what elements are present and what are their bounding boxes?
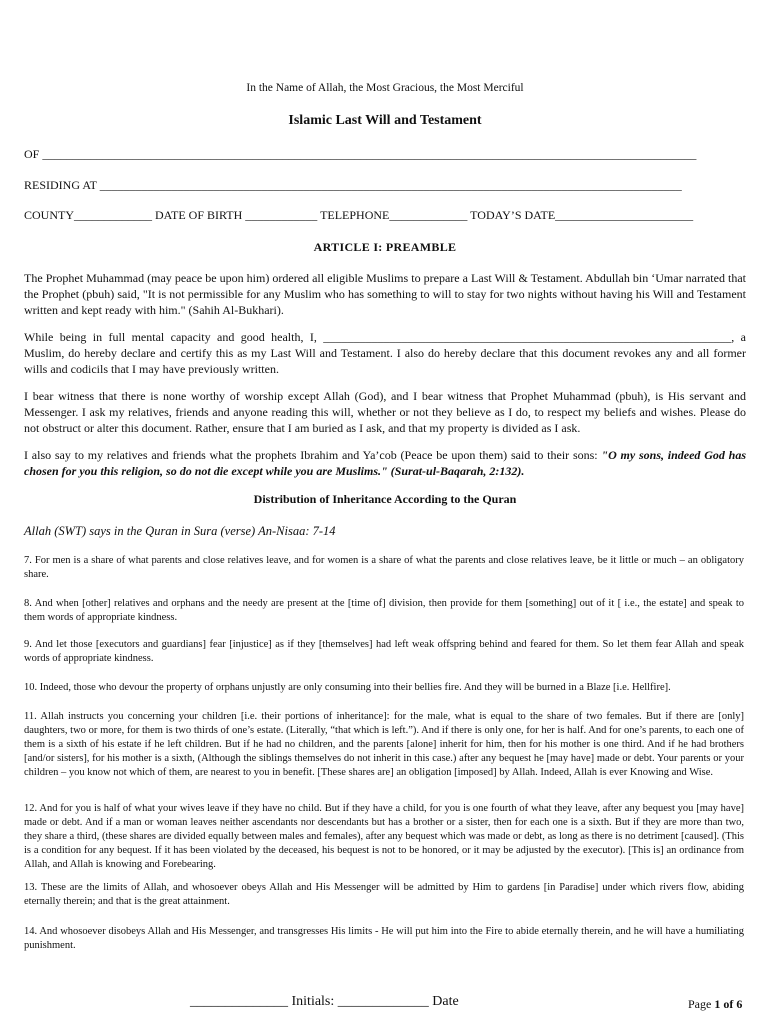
article-heading: ARTICLE I: PREAMBLE xyxy=(313,240,457,254)
page-current: 1 xyxy=(714,997,721,1011)
bismillah-line: In the Name of Allah, the Most Gracious, the Most Merciful xyxy=(246,82,524,94)
declaration-paragraph: While being in full mental capacity and good health, I, ____________________________________________________________________, a Muslim, do hereby declare and certify this as my Last Will and Testament. I also do hereby declare that this document revokes any and all former wills and codicils that I may have previously written. xyxy=(24,330,746,376)
verse-9: 9. And let those [executors and guardians] fear [injustice] as if they [themselves] had left weak offspring behind and feared for them. So let them fear Allah and speak words of appropriate kindness. xyxy=(24,639,744,664)
verse-7: 7. For men is a share of what parents and close relatives leave, and for women is a share of what the parents and close relatives leave, be it little or much – an obligatory share. xyxy=(24,555,744,580)
page-of: of xyxy=(720,997,737,1011)
witness-paragraph: I bear witness that there is none worthy of worship except Allah (God), and I bear witness that Prophet Muhammad (pbuh), is His servant and Messenger. I ask my relatives, friends and anyone reading this will, whether or not they believe as I do, to respect my beliefs and wishes. Please do not obstruct or alter this document. Rather, ensure that I am buried as I ask, and that my property is divided as I ask. xyxy=(24,389,746,435)
verse-12: 12. And for you is half of what your wives leave if they have no child. But if they have a child, for you is one fourth of what they leave, after any bequest you [may have] made or debt. And if a man or woman leaves neither ascendants nor descendants but has a brother or a sister, then for each one is a sixth. But if they are more than two, they share a third, (these shares are divided equally between males and females), after any bequest which was made or debt, as long as there is no detriment [caused]. (This is a condition for any bequest. If it has been violated by the deceased, his bequest is not to be honored, or it may be adjusted by the executor). [This is] an ordinance from Allah, and Allah is knowing and Forebearing. xyxy=(24,803,744,870)
verse-14: 14. And whosoever disobeys Allah and His Messenger, and transgresses His limits - He will put him into the Fire to abide eternally therein, and he will have a humiliating punishment. xyxy=(24,926,744,951)
advice-paragraph xyxy=(24,447,746,479)
residence-field-line[interactable]: RESIDING AT _________________________________________________________________________________________________ xyxy=(24,178,682,192)
quran-quote: "O my sons, indeed God has chosen for you this religion, so do not die except while you are Muslims." (Surat-ul-Baqarah, 2:132). xyxy=(24,448,747,478)
initials-date-line[interactable]: ______________ Initials: _____________ Date xyxy=(190,994,459,1009)
page-prefix: Page xyxy=(688,997,715,1011)
verse-13: 13. These are the limits of Allah, and whosoever obeys Allah and His Messenger will be admitted by Him to gardens [in Paradise] under which rivers flow, abiding eternally therein; and that is the great attainment. xyxy=(24,882,744,907)
preamble-paragraph-1: The Prophet Muhammad (may peace be upon him) ordered all eligible Muslims to prepare a Last Will & Testament. Abdullah bin ‘Umar narrated that the Prophet (pbuh) said, "It is not permissible for any Muslim who has something to will to stay for two nights without having his Will and Testament written and kept ready with him." (Sahih Al-Bukhari). xyxy=(24,271,746,317)
sura-intro: Allah (SWT) says in the Quran in Sura (verse) An-Nisaa: 7-14 xyxy=(24,524,336,538)
page-number xyxy=(688,997,742,1012)
details-field-line[interactable]: COUNTY_____________ DATE OF BIRTH ____________ TELEPHONE_____________ TODAY’S DATE_______________________ xyxy=(24,208,694,222)
page-title: Islamic Last Will and Testament xyxy=(288,113,482,128)
verse-8: 8. And when [other] relatives and orphans and the needy are present at the [time of] division, then provide for them [something] out of it [ i.e., the estate] and speak to them words of appropriate kindness. xyxy=(24,598,744,623)
advice-intro-text: I also say to my relatives and friends what the prophets Ibrahim and Ya’cob (Peace be upon them) said to their sons: xyxy=(24,448,602,462)
name-field-line[interactable]: OF _____________________________________________________________________________________________________________ xyxy=(24,147,697,161)
page-total: 6 xyxy=(736,997,743,1011)
verse-11: 11. Allah instructs you concerning your children [i.e. their portions of inheritance]: for the male, what is equal to the share of two females. But if there are [only] daughters, two or more, for them is two thirds of one’s estate. (Literally, “that which is left.”). And if there is only one, for her is half. And for one’s parents, to each one of them is a sixth of his estate if he left children. But if he had no children, and the parents [alone] inherit for him, then for his mother is one third. And if he had brothers [and/or sisters], for his mother is a sixth, (Although the siblings themselves do not inherit in this case.) after any bequest he [may have] made or debt. Your parents or your children – you know not which of them, are nearest to you in benefit. [These shares are] an obligation [imposed] by Allah. Indeed, Allah is ever Knowing and Wise. xyxy=(24,711,744,778)
verse-10: 10. Indeed, those who devour the property of orphans unjustly are only consuming into their bellies fire. And they will be burned in a Blaze [i.e. Hellfire]. xyxy=(24,682,671,693)
inheritance-heading: Distribution of Inheritance According to the Quran xyxy=(253,492,517,506)
